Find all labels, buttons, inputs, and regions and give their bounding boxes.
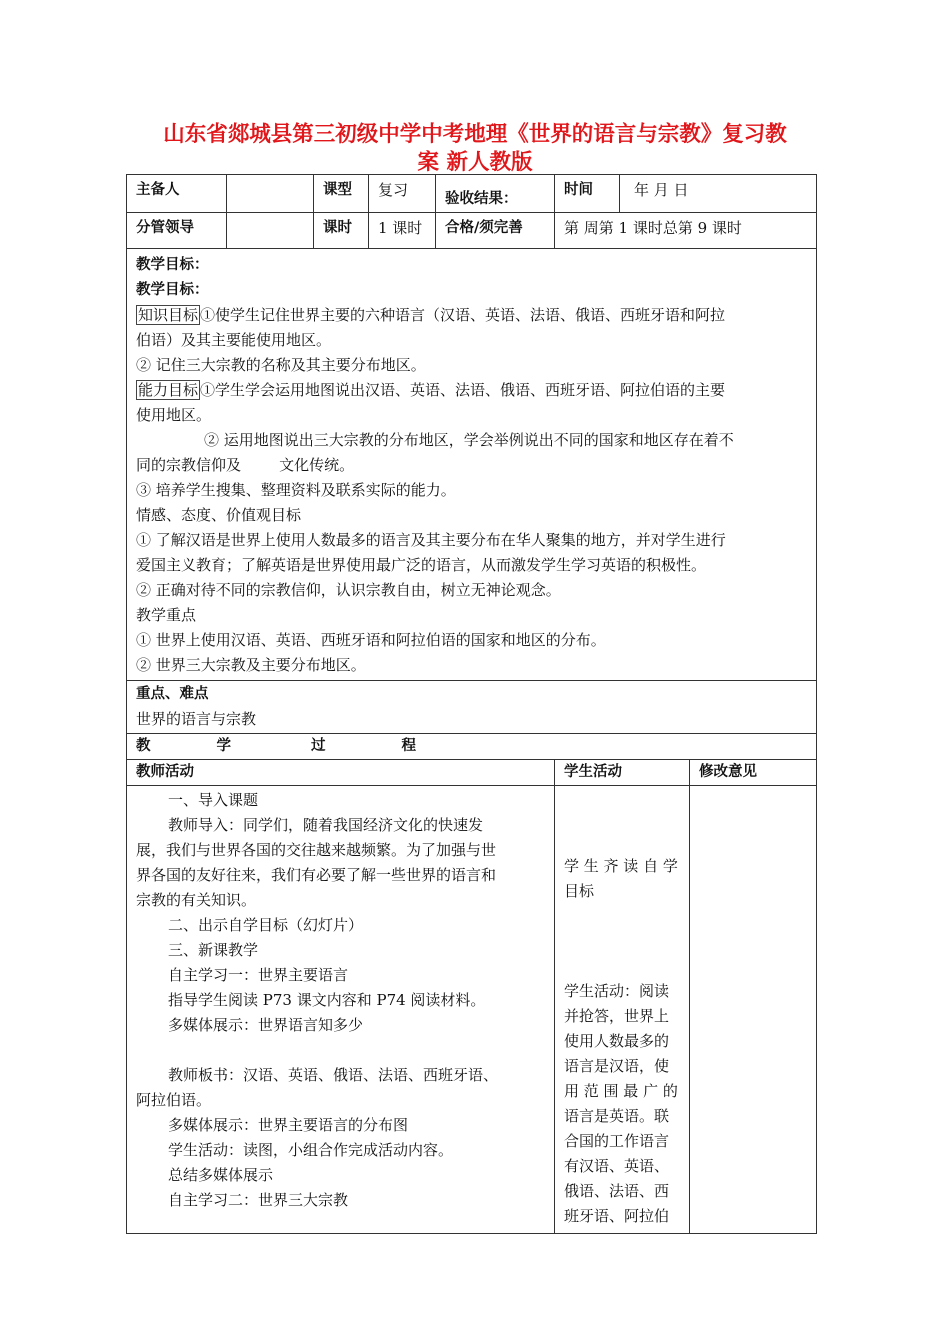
teacher-line: 多媒体展示：世界主要语言的分布图	[168, 1116, 409, 1134]
teacher-line: 展，我们与世界各国的交往越来越频繁。为了加强与世	[136, 841, 497, 859]
student-line: 合国的工作语言	[564, 1132, 670, 1150]
emotion-heading: 情感、态度、价值观目标	[136, 506, 302, 524]
knowledge-goal-2: ② 记住三大宗教的名称及其主要分布地区。	[136, 356, 426, 374]
teacher-line: 三、新课教学	[168, 941, 259, 959]
teacher-line: 指导学生阅读 P73 课文内容和 P74 阅读材料。	[168, 991, 486, 1009]
goals-heading-1: 教学目标：	[136, 257, 209, 273]
revise-header: 修改意见	[690, 760, 817, 786]
teacher-line: 二、出示自学目标（幻灯片）	[168, 916, 364, 934]
document-title	[100, 121, 850, 177]
teacher-line: 总结多媒体展示	[168, 1166, 274, 1184]
focus-cell	[127, 681, 817, 734]
student-line: 用 范 围 最 广 的	[564, 1082, 678, 1100]
type-value: 复习	[369, 175, 436, 213]
knowledge-tag: 知识目标	[138, 306, 199, 324]
teacher-line: 一、导入课题	[168, 791, 259, 809]
student-line: 有汉语、英语、	[564, 1157, 670, 1175]
focus-heading: 重点、难点	[136, 686, 209, 702]
teacher-line: 教师导入：同学们，随着我国经济文化的快速发	[168, 816, 484, 834]
teacher-line: 自主学习一：世界主要语言	[168, 966, 349, 984]
ability-goal-cont: 使用地区。	[136, 406, 212, 424]
hours-value: 1 课时	[369, 213, 436, 249]
time-value: 年 月 日	[620, 175, 817, 213]
ability-goal-2: ② 运用地图说出三大宗教的分布地区，学会举例说出不同的国家和地区存在着不	[204, 431, 734, 449]
ability-tag: 能力目标	[138, 381, 199, 399]
teacher-activity-cell	[127, 786, 555, 1234]
type-label: 课型	[314, 175, 369, 213]
preparer-value	[227, 175, 314, 213]
student-line: 使用人数最多的	[564, 1032, 670, 1050]
goals-cell	[127, 249, 817, 681]
teacher-line: 学生活动：读图，小组合作完成活动内容。	[168, 1141, 454, 1159]
title-line-2: 案 新人教版	[417, 150, 533, 175]
student-line: 语言是汉语，使	[564, 1057, 670, 1075]
student-line: 语言是英语。联	[564, 1107, 670, 1125]
title-line-1: 山东省郯城县第三初级中学中考地理《世界的语言与宗教》复习教	[163, 122, 787, 147]
student-activity-header: 学生活动	[555, 760, 690, 786]
goals-heading-2: 教学目标：	[136, 282, 209, 298]
emotion-goal-2: ② 正确对待不同的宗教信仰，认识宗教自由，树立无神论观念。	[136, 581, 561, 599]
ability-goal: 能力目标 ①学生学会运用地图说出汉语、英语、法语、俄语、西班牙语、阿拉伯语的主要	[138, 381, 726, 399]
check-label: 验收结果：	[436, 175, 555, 213]
ability-goal-3: ③ 培养学生搜集、整理资料及联系实际的能力。	[136, 481, 456, 499]
teacher-line: 多媒体展示：世界语言知多少	[168, 1016, 364, 1034]
student-line: 俄语、法语、西	[564, 1182, 670, 1200]
teacher-blank-line	[136, 1038, 545, 1063]
teacher-activity-header: 教师活动	[127, 760, 555, 786]
leader-value	[227, 213, 314, 249]
lesson-plan-table	[126, 174, 817, 1234]
hours-label: 课时	[314, 213, 369, 249]
ability-goal-2-cont: 同的宗教信仰及 文化传统。	[136, 456, 355, 474]
student-activity-cell	[555, 786, 690, 1234]
student-line: 并抢答，世界上	[564, 1007, 670, 1025]
revise-cell	[690, 786, 817, 1234]
key-heading: 教学重点	[136, 606, 197, 624]
week-value: 第 周第 1 课时总第 9 课时	[555, 213, 817, 249]
teacher-line: 教师板书：汉语、英语、俄语、法语、西班牙语、	[168, 1066, 499, 1084]
teacher-line: 自主学习二：世界三大宗教	[168, 1191, 349, 1209]
emotion-goal-1: ① 了解汉语是世界上使用人数最多的语言及其主要分布在华人聚集的地方，并对学生进行	[136, 531, 726, 549]
teacher-line: 界各国的友好往来，我们有必要了解一些世界的语言和	[136, 866, 497, 884]
time-label: 时间	[555, 175, 620, 213]
preparer-label: 主备人	[127, 175, 227, 213]
leader-label: 分管领导	[127, 213, 227, 249]
teacher-line: 阿拉伯语。	[136, 1091, 212, 1109]
key-point-1: ① 世界上使用汉语、英语、西班牙语和阿拉伯语的国家和地区的分布。	[136, 631, 606, 649]
student-line: 学生活动：阅读	[564, 982, 670, 1000]
teacher-line: 宗教的有关知识。	[136, 891, 257, 909]
student-line: 学 生 齐 读 自 学	[564, 857, 678, 875]
key-point-2: ② 世界三大宗教及主要分布地区。	[136, 656, 366, 674]
knowledge-goal: 知识目标 ①使学生记住世界主要的六种语言（汉语、英语、法语、俄语、西班牙语和阿拉	[138, 306, 726, 324]
knowledge-goal-cont: 伯语）及其主要能使用地区。	[136, 331, 332, 349]
student-line: 目标	[564, 882, 595, 900]
check-value: 合格/须完善	[436, 213, 555, 249]
student-line: 班牙语、阿拉伯	[564, 1207, 670, 1225]
emotion-goal-1-cont: 爱国主义教育；了解英语是世界使用最广泛的语言，从而激发学生学习英语的积极性。	[136, 556, 707, 574]
focus-value: 世界的语言与宗教	[136, 710, 257, 728]
process-heading: 教 学 过 程	[127, 734, 817, 760]
